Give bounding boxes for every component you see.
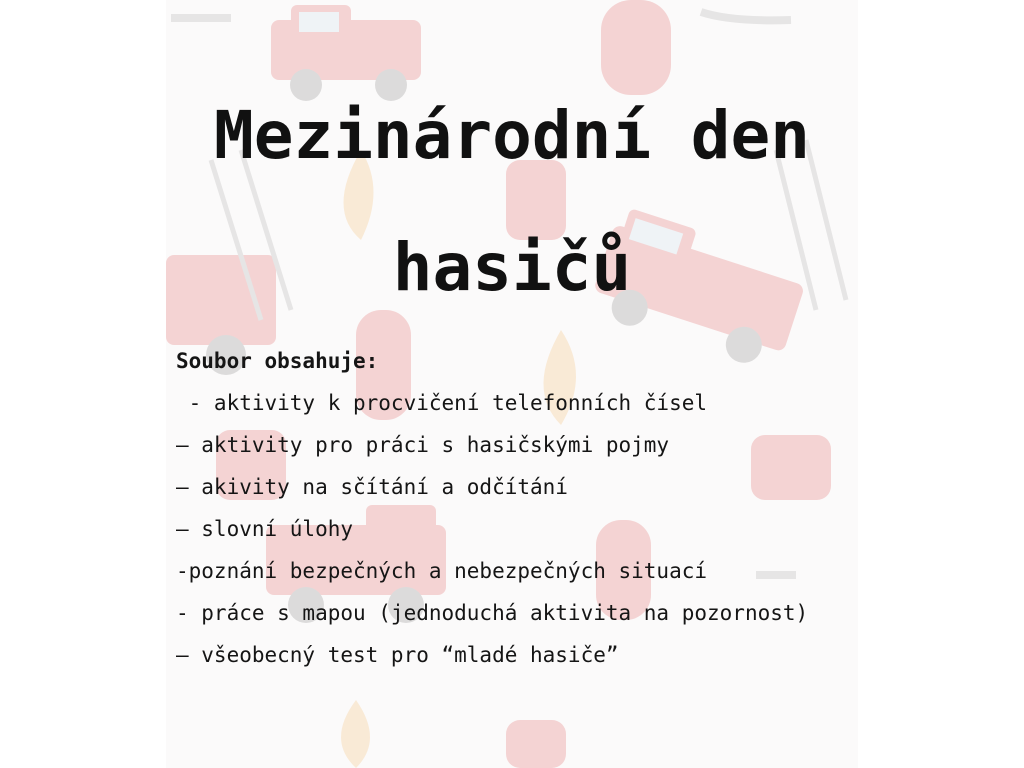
list-item: – akivity na sčítání a odčítání [176, 475, 568, 499]
list-item: – všeobecný test pro “mladé hasiče” [176, 643, 619, 667]
list-item: - aktivity k procvičení telefonních čísel [176, 391, 708, 415]
contents-list [176, 340, 858, 676]
page-title [166, 70, 858, 334]
title-line-1: Mezinárodní den [213, 97, 811, 174]
list-item: – slovní úlohy [176, 517, 354, 541]
document-page [166, 0, 858, 768]
list-item: - práce s mapou (jednoduchá aktivita na pozornost) [176, 601, 809, 625]
list-item: – aktivity pro práci s hasičskými pojmy [176, 433, 670, 457]
title-line-2: hasičů [392, 229, 632, 306]
contents-heading: Soubor obsahuje: [176, 349, 379, 373]
list-item: -poznání bezpečných a nebezpečných situací [176, 559, 708, 583]
